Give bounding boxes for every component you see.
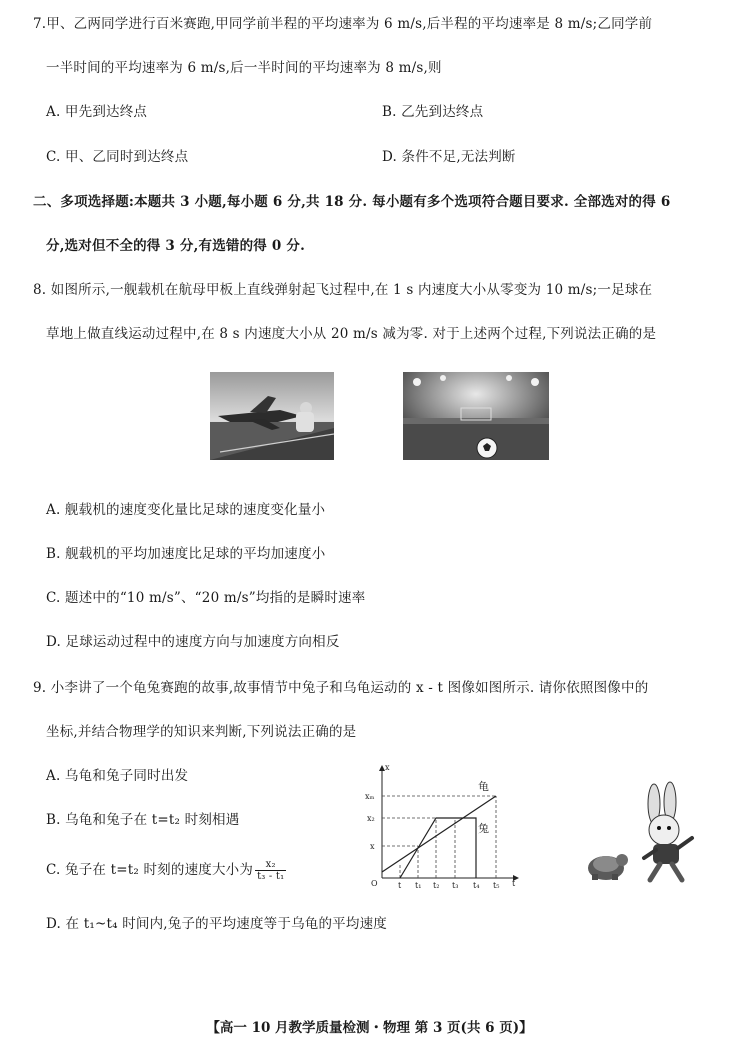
x-tick-t3: t₃ <box>452 881 459 888</box>
section2-instructions-line2: 分,选对但不全的得 3 分,有选错的得 0 分. <box>46 238 305 254</box>
y-axis-label: x <box>385 763 390 772</box>
xt-graph <box>356 760 524 888</box>
q8-option-d: D. 足球运动过程中的速度方向与加速度方向相反 <box>46 634 340 650</box>
q8-stem-line1: 8. 如图所示,一舰载机在航母甲板上直线弹射起飞过程中,在 1 s 内速度大小从零变为 10 m/s;一足球在 <box>33 282 653 298</box>
q8-option-b: B. 舰载机的平均加速度比足球的平均加速度小 <box>46 546 326 562</box>
q9-stem-line2: 坐标,并结合物理学的知识来判断,下列说法正确的是 <box>46 724 357 740</box>
q7-option-c: C. 甲、乙同时到达终点 <box>46 149 189 165</box>
origin-label: O <box>371 879 378 888</box>
q9-option-c-fraction <box>255 859 286 882</box>
rabbit-line <box>400 818 476 878</box>
fraction-numerator: x₂ <box>255 859 286 871</box>
page-footer: 【高一 10 月教学质量检测・物理 第 3 页(共 6 页)】 <box>206 1020 533 1036</box>
x-axis-label: t <box>512 879 516 888</box>
q7-option-b: B. 乙先到达终点 <box>382 104 484 120</box>
q9-option-c-text: C. 兔子在 t=t₂ 时刻的速度大小为 <box>46 862 254 878</box>
x-tick-t1: t₁ <box>415 881 422 888</box>
soccer-stadium-photo <box>403 372 549 460</box>
x-tick-t2: t₂ <box>433 881 440 888</box>
q7-stem-line1: 7.甲、乙两同学进行百米赛跑,甲同学前半程的平均速率为 6 m/s,后半程的平均速率是 8 m/s;乙同学前 <box>33 16 653 32</box>
x-tick-t: t <box>398 881 402 888</box>
turtle-rabbit-illustration <box>578 768 708 888</box>
q8-option-c: C. 题述中的“10 m/s”、“20 m/s”均指的是瞬时速率 <box>46 590 366 606</box>
jet-on-carrier-photo <box>210 372 334 460</box>
turtle-label: 龟 <box>478 780 489 793</box>
y-tick-x: x <box>370 842 375 851</box>
q9-option-d: D. 在 t₁~t₄ 时间内,兔子的平均速度等于乌龟的平均速度 <box>46 916 387 932</box>
x-tick-t4: t₄ <box>473 881 480 888</box>
q7-stem-line2: 一半时间的平均速率为 6 m/s,后一半时间的平均速率为 8 m/s,则 <box>46 60 442 76</box>
q9-option-a: A. 乌龟和兔子同时出发 <box>46 768 189 784</box>
section2-instructions-line1: 二、多项选择题:本题共 3 小题,每小题 6 分,共 18 分. 每小题有多个选项符合题目要求. 全部选对的得 6 <box>33 194 671 210</box>
y-tick-x2: x₂ <box>367 814 375 823</box>
q8-stem-line2: 草地上做直线运动过程中,在 8 s 内速度大小从 20 m/s 减为零. 对于上述两个过程,下列说法正确的是 <box>46 326 657 342</box>
fraction-denominator: t₃ - t₁ <box>257 871 285 882</box>
q7-option-a: A. 甲先到达终点 <box>46 104 148 120</box>
q9-option-b: B. 乌龟和兔子在 t=t₂ 时刻相遇 <box>46 812 240 828</box>
q7-option-d: D. 条件不足,无法判断 <box>382 149 516 165</box>
rabbit-label: 兔 <box>478 822 489 835</box>
q9-option-c <box>46 858 286 882</box>
q9-stem-line1: 9. 小李讲了一个龟兔赛跑的故事,故事情节中兔子和乌龟运动的 x - t 图像如图所示. 请你依照图像中的 <box>33 680 649 696</box>
x-tick-t5: t₅ <box>493 881 500 888</box>
y-tick-xm: xₘ <box>365 792 375 801</box>
q8-option-a: A. 舰载机的速度变化量比足球的速度变化量小 <box>46 502 326 518</box>
